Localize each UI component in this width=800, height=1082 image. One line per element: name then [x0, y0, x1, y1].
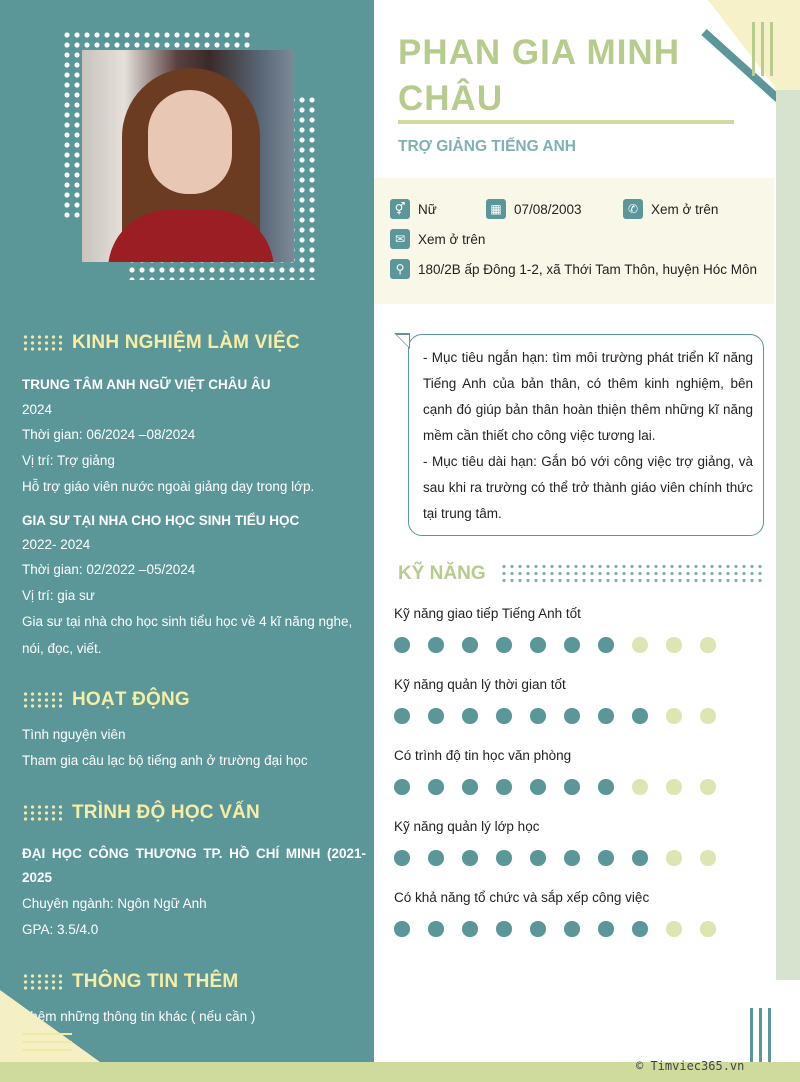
skill-item [394, 819, 716, 866]
dots-decoration [22, 334, 62, 352]
rating-dot-empty [632, 637, 648, 653]
rating-dot-filled [496, 850, 512, 866]
rating-dot-filled [564, 708, 580, 724]
experience-position-2: Vị trí: gia sư [22, 588, 95, 603]
left-column [0, 0, 374, 1062]
skill-name: Kỹ năng quản lý thời gian tốt [394, 677, 566, 692]
rating-dot-filled [632, 850, 648, 866]
rating-dot-filled [394, 921, 410, 937]
career-objective [408, 334, 764, 536]
skill-name: Có khả năng tổ chức và sắp xếp công việc [394, 890, 650, 905]
rating-dot-empty [666, 637, 682, 653]
skill-rating [394, 637, 716, 653]
rating-dot-filled [394, 850, 410, 866]
more-info-text: Thêm những thông tin khác ( nếu cần ) [22, 1009, 256, 1024]
education-heading [22, 802, 260, 824]
rating-dot-filled [530, 850, 546, 866]
rating-dot-empty [700, 708, 716, 724]
skill-item [394, 606, 716, 653]
rating-dot-filled [632, 921, 648, 937]
rating-dot-filled [530, 779, 546, 795]
rating-dot-filled [496, 779, 512, 795]
objective-short-term: - Mục tiêu ngắn hạn: tìm môi trường phát triển kĩ năng Tiếng Anh của bản thân, có thêm kinh nghiệm, bên cạnh đó giúp bản thân hoàn thiện thêm những kĩ năng mềm cần thiết cho công việc tương lai. [423, 350, 753, 443]
rating-dot-filled [564, 637, 580, 653]
rating-dot-empty [700, 921, 716, 937]
rating-dot-filled [462, 850, 478, 866]
rating-dot-empty [666, 779, 682, 795]
email-info [390, 229, 485, 249]
activity-line-2: Tham gia câu lạc bộ tiếng anh ở trường đại học [22, 753, 308, 768]
education-title: TRÌNH ĐỘ HỌC VẤN [72, 802, 260, 823]
address-info [390, 259, 757, 279]
rating-dot-filled [632, 708, 648, 724]
rating-dot-filled [530, 921, 546, 937]
rating-dot-filled [428, 708, 444, 724]
rating-dot-empty [666, 708, 682, 724]
phone-info [623, 199, 718, 219]
gender-icon: ⚥ [390, 199, 410, 219]
rating-dot-empty [700, 779, 716, 795]
rating-dot-filled [564, 921, 580, 937]
lines-decoration [22, 1033, 72, 1057]
education-gpa: GPA: 3.5/4.0 [22, 922, 99, 937]
email-value: Xem ở trên [418, 231, 486, 247]
experience-time-2: Thời gian: 02/2022 –05/2024 [22, 562, 196, 577]
location-pin-icon: ⚲ [390, 259, 410, 279]
rating-dot-filled [530, 708, 546, 724]
watermark: © Timviec365.vn [636, 1059, 745, 1073]
skill-rating [394, 921, 716, 937]
activities-heading [22, 689, 190, 711]
rating-dot-filled [496, 921, 512, 937]
gender-info [390, 199, 437, 219]
dots-decoration [22, 973, 62, 991]
candidate-name: PHAN GIA MINH CHÂU [398, 33, 680, 118]
rating-dot-filled [496, 708, 512, 724]
rating-dot-filled [564, 779, 580, 795]
rating-dot-filled [598, 708, 614, 724]
skill-name: Kỹ năng giao tiếp Tiếng Anh tốt [394, 606, 581, 621]
skill-name: Có trình độ tin học văn phòng [394, 748, 572, 763]
rating-dot-filled [428, 921, 444, 937]
bottom-bars-decoration [750, 1008, 771, 1062]
experience-position-1: Vị trí: Trợ giảng [22, 453, 115, 468]
rating-dot-filled [462, 637, 478, 653]
skills-title: KỸ NĂNG [398, 563, 486, 584]
experience-year-2: 2022- 2024 [22, 537, 91, 552]
skill-item [394, 890, 716, 937]
rating-dot-filled [394, 779, 410, 795]
skill-item [394, 748, 716, 795]
skill-name: Kỹ năng quản lý lớp học [394, 819, 540, 834]
experience-title: KINH NGHIỆM LÀM VIỆC [72, 332, 300, 353]
objective-long-term: - Mục tiêu dài hạn: Gắn bó với công việc trợ giảng, và sau khi ra trường có thể trở thành giáo viên chính thức tại trung tâm. [423, 454, 753, 521]
rating-dot-empty [700, 637, 716, 653]
dots-decoration [500, 563, 762, 585]
dots-decoration [22, 691, 62, 709]
phone-icon: ✆ [623, 199, 643, 219]
skill-rating [394, 708, 716, 724]
rating-dot-filled [428, 779, 444, 795]
more-info-title: THÔNG TIN THÊM [72, 971, 239, 992]
rating-dot-filled [598, 921, 614, 937]
rating-dot-filled [394, 708, 410, 724]
rating-dot-filled [496, 637, 512, 653]
rating-dot-filled [394, 637, 410, 653]
email-icon: ✉ [390, 229, 410, 249]
skill-item [394, 677, 716, 724]
rating-dot-filled [598, 850, 614, 866]
rating-dot-filled [462, 779, 478, 795]
rating-dot-filled [462, 708, 478, 724]
rating-dot-filled [598, 637, 614, 653]
rating-dot-filled [598, 779, 614, 795]
rating-dot-empty [666, 921, 682, 937]
phone-value: Xem ở trên [651, 201, 719, 217]
activities-title: HOẠT ĐỘNG [72, 689, 190, 710]
rating-dot-filled [428, 850, 444, 866]
calendar-icon: ▦ [486, 199, 506, 219]
birthday-value: 07/08/2003 [514, 201, 582, 217]
rating-dot-empty [666, 850, 682, 866]
birthday-info [486, 199, 582, 219]
right-strip-decoration [776, 90, 800, 980]
rating-dot-filled [428, 637, 444, 653]
experience-company-1: TRUNG TÂM ANH NGỮ VIỆT CHÂU ÂU [22, 377, 271, 392]
rating-dot-empty [700, 850, 716, 866]
experience-time-1: Thời gian: 06/2024 –08/2024 [22, 427, 196, 442]
profile-photo [82, 50, 294, 262]
dots-decoration [22, 804, 62, 822]
gender-value: Nữ [418, 201, 437, 217]
education-major: Chuyên ngành: Ngôn Ngữ Anh [22, 896, 207, 911]
education-school: ĐẠI HỌC CÔNG THƯƠNG TP. HỒ CHÍ MINH (2021-2025 [22, 846, 366, 885]
activity-line-1: Tình nguyện viên [22, 727, 126, 742]
address-value: 180/2B ấp Đông 1-2, xã Thới Tam Thôn, huyện Hóc Môn [418, 261, 758, 277]
skill-rating [394, 779, 716, 795]
experience-desc-2: Gia sư tại nhà cho học sinh tiểu học về 4 kĩ năng nghe, nói, đọc, viết. [22, 614, 353, 656]
rating-dot-filled [530, 637, 546, 653]
rating-dot-filled [462, 921, 478, 937]
rating-dot-empty [632, 779, 648, 795]
experience-heading [22, 332, 300, 354]
experience-company-2: GIA SƯ TẠI NHA CHO HỌC SINH TIỂU HỌC [22, 513, 300, 528]
skills-heading [398, 563, 762, 585]
experience-year-1: 2024 [22, 402, 53, 417]
experience-desc-1: Hỗ trợ giáo viên nước ngoài giảng dạy trong lớp. [22, 479, 315, 494]
job-title: TRỢ GIẢNG TIẾNG ANH [398, 138, 576, 155]
rating-dot-filled [564, 850, 580, 866]
name-underline [398, 120, 734, 124]
skill-rating [394, 850, 716, 866]
